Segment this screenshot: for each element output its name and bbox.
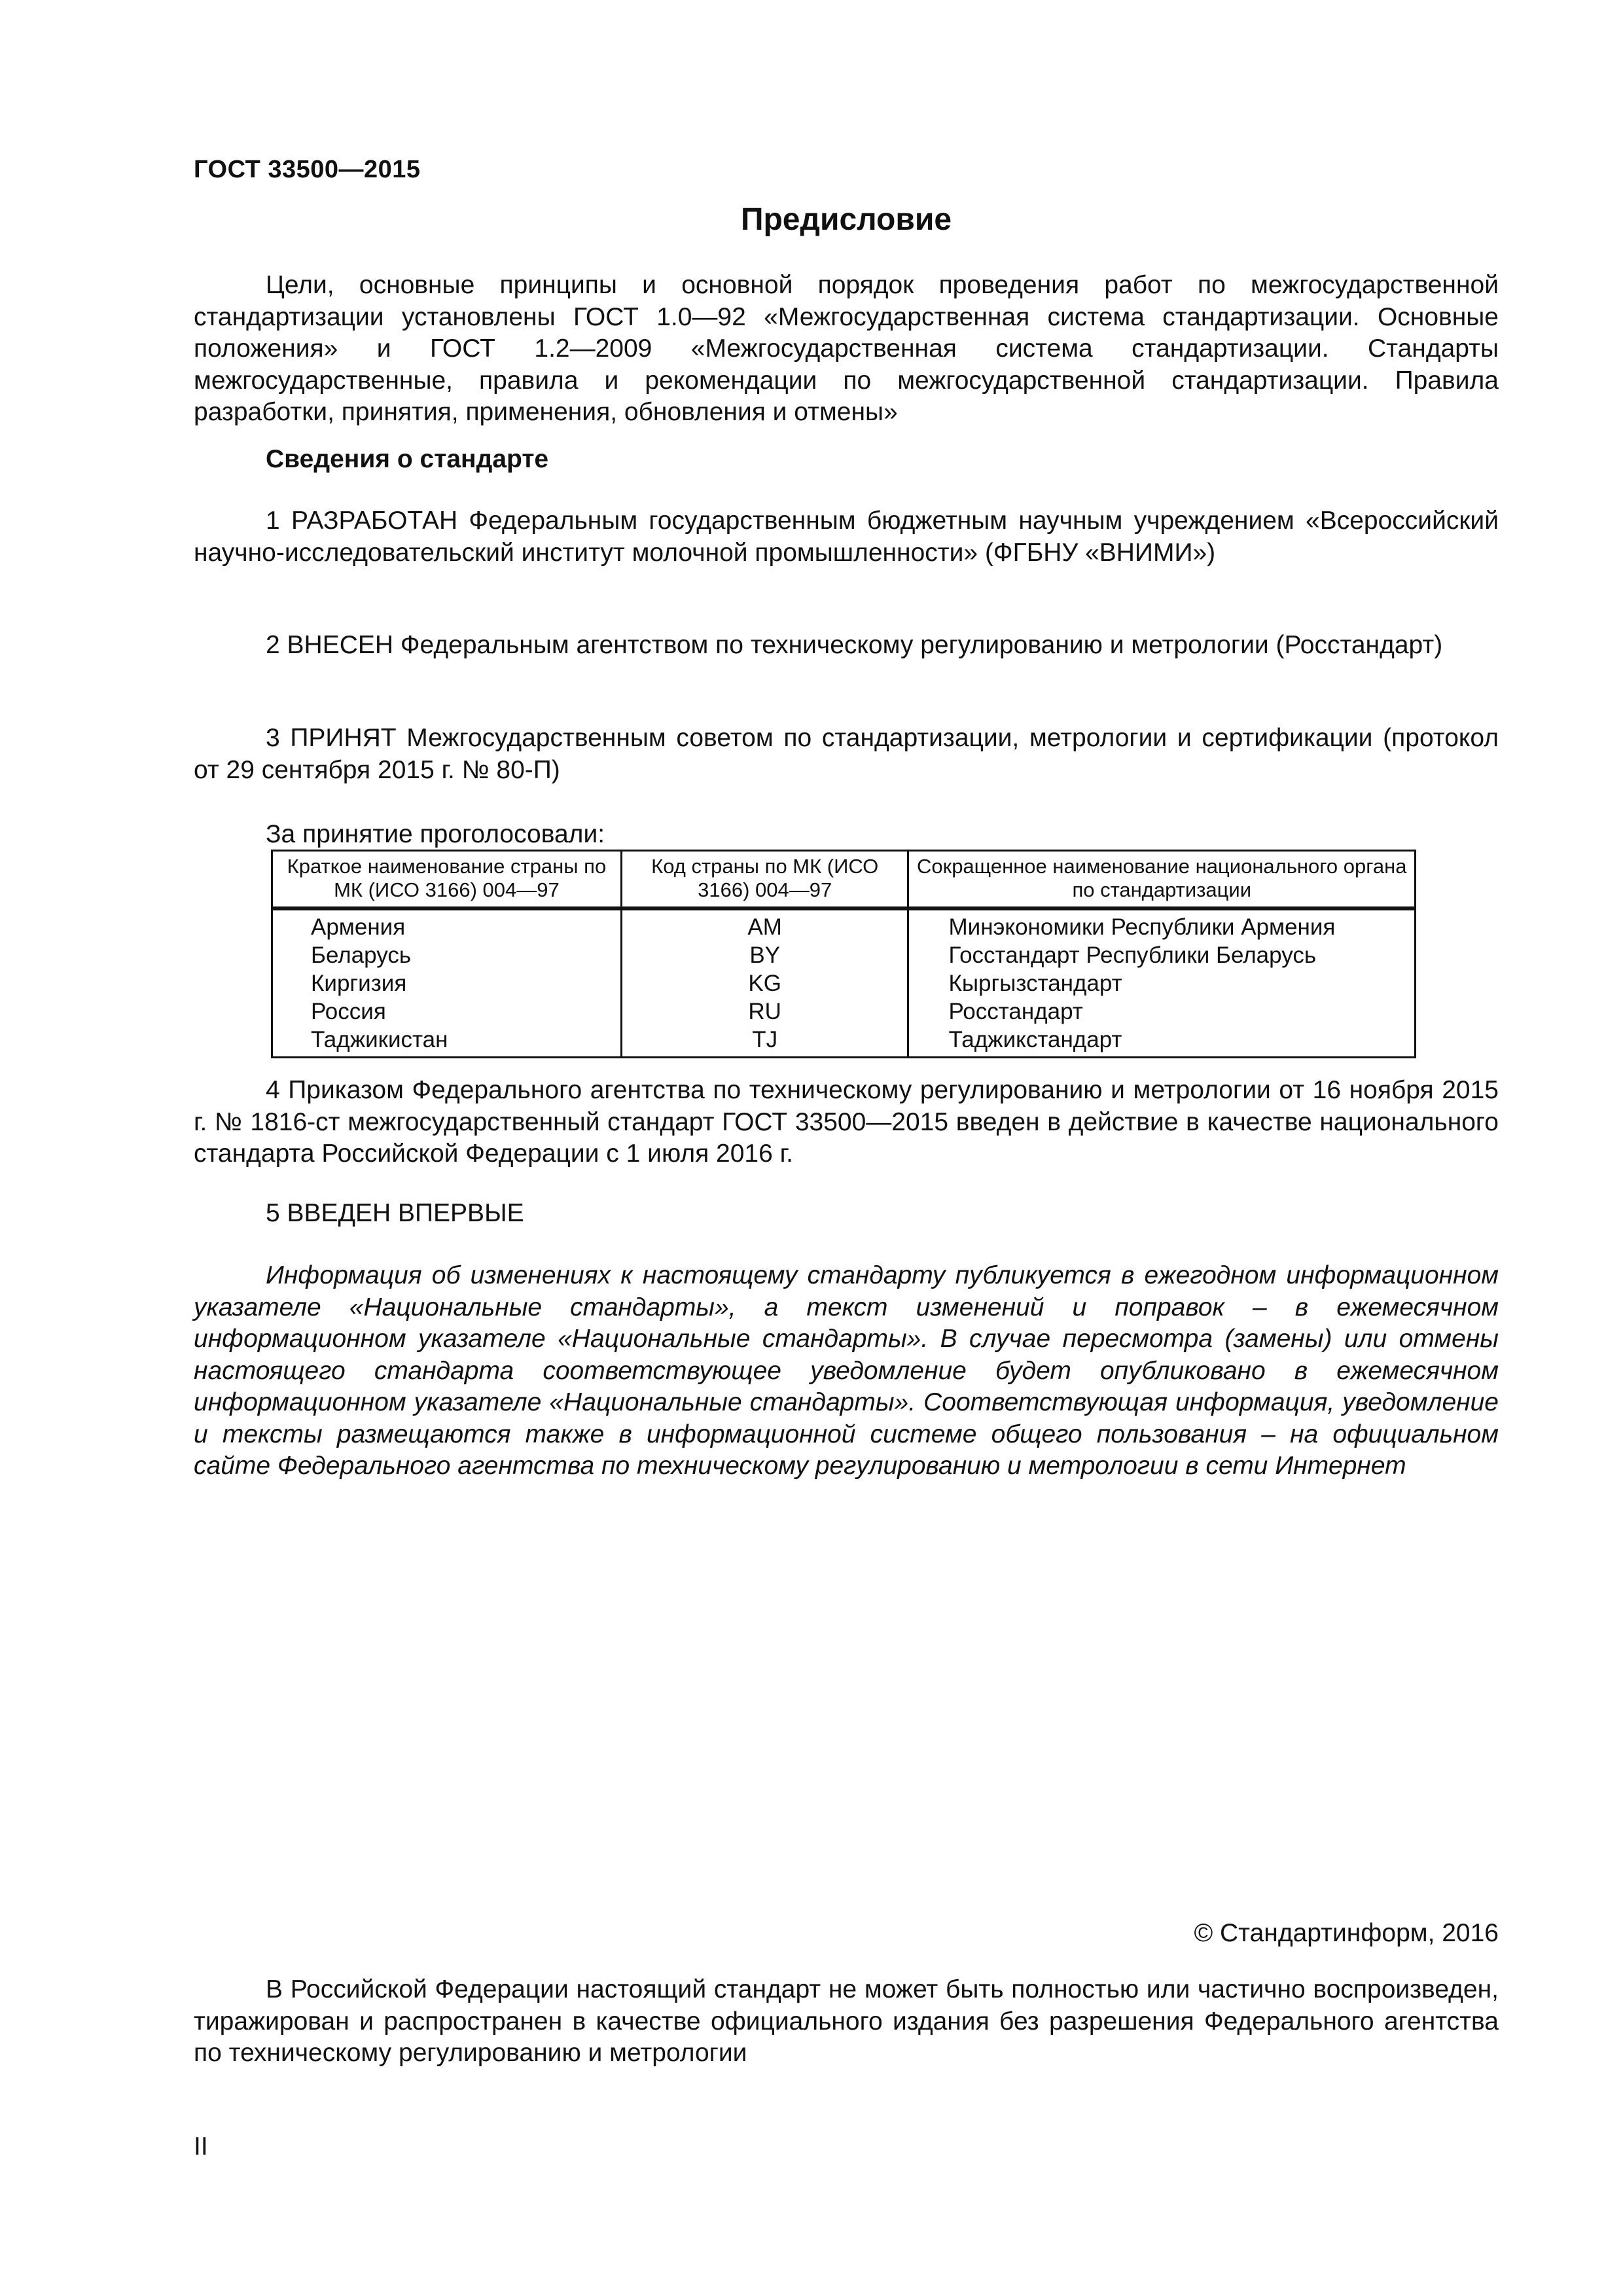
item-developed: 1 РАЗРАБОТАН Федеральным государственным бюджетным научным учреждением «Всероссийский научно-исследовательский институт молочной промышленности» (ФГБНУ «ВНИМИ») [194,507,1499,567]
standards-body: Росстандарт [948,999,1083,1024]
standard-code: ГОСТ 33500—2015 [194,156,421,183]
copyright-notice: © Стандартинформ, 2016 [1194,1919,1499,1947]
table-header-row [272,851,1416,909]
country-code: KG [621,969,908,997]
header-country-code: Код страны по МК (ИСО 3166) 004—97 [621,851,908,909]
country-name: Киргизия [272,969,622,997]
country-code: RU [621,997,908,1026]
standards-body: Таджикстандарт [948,1027,1122,1052]
country-name: Беларусь [272,941,622,969]
item-adopted: 3 ПРИНЯТ Межгосударственным советом по стандартизации, метрологии и сертификации (протокол от 29 сентября 2015 г. № 80-П) [194,724,1499,784]
page-title: Предисловие [740,202,952,237]
country-name: Армения [272,908,622,941]
country-code: TJ [621,1026,908,1058]
page-number: II [194,2132,208,2161]
vote-label: За принятие проголосовали: [266,820,605,848]
changes-info-paragraph: Информация об изменениях к настоящему стандарту публикуется в ежегодном информационном указателе «Национальные стандарты», а текст изменений и поправок – в ежемесячном информационном указателе «Национальные стандарты». В случае пересмотра (замены) или отмены настоящего стандарта соответствующее уведомление будет опубликовано в ежемесячном информационном указателе «Национальные стандарты». Соответствующая информация, уведомление и тексты размещаются также в информационной системе общего пользования – на официальном сайте Федерального агентства по техническому регулированию и метрологии в сети Интернет [194,1261,1499,1480]
table-row [272,941,1416,969]
standards-body: Минэкономики Республики Армения [948,914,1336,940]
reproduction-notice: В Российской Федерации настоящий стандарт не может быть полностью или частично воспроизведен, тиражирован и распространен в качестве официального издания без разрешения Федерального агентства по техническому регулированию и метрологии [194,1975,1499,2067]
item-introduced: 2 ВНЕСЕН Федеральным агентством по техническому регулированию и метрологии (Росстандарт) [266,631,1443,659]
standards-body: Кыргызстандарт [948,971,1122,996]
table-row [272,997,1416,1026]
header-standards-body: Сокращенное наименование национального органа по стандартизации [908,851,1416,909]
header-country-name: Краткое наименование страны по МК (ИСО 3166) 004—97 [272,851,622,909]
table-row [272,908,1416,941]
country-name: Россия [272,997,622,1026]
country-name: Таджикистан [272,1026,622,1058]
country-code: BY [621,941,908,969]
intro-paragraph: Цели, основные принципы и основной порядок проведения работ по межгосударственной стандартизации установлены ГОСТ 1.0—92 «Межгосударственная система стандартизации. Основные положения» и ГОСТ 1.2—2009 «Межгосударственная система стандартизации. Стандарты межгосударственные, правила и рекомендации по межгосударственной стандартизации. Правила разработки, принятия, применения, обновления и отмены» [194,271,1499,426]
table-row [272,969,1416,997]
info-heading: Сведения о стандарте [266,445,549,473]
table-row [272,1026,1416,1058]
voting-table [271,850,1416,1058]
country-code: AM [621,908,908,941]
item-order: 4 Приказом Федерального агентства по техническому регулированию и метрологии от 16 ноября 2015 г. № 1816-ст межгосударственный стандарт ГОСТ 33500—2015 введен в действие в качестве национального стандарта Российской Федерации с 1 июля 2016 г. [194,1076,1499,1168]
item-first-time: 5 ВВЕДЕН ВПЕРВЫЕ [266,1199,524,1227]
standards-body: Госстандарт Республики Беларусь [948,942,1317,968]
